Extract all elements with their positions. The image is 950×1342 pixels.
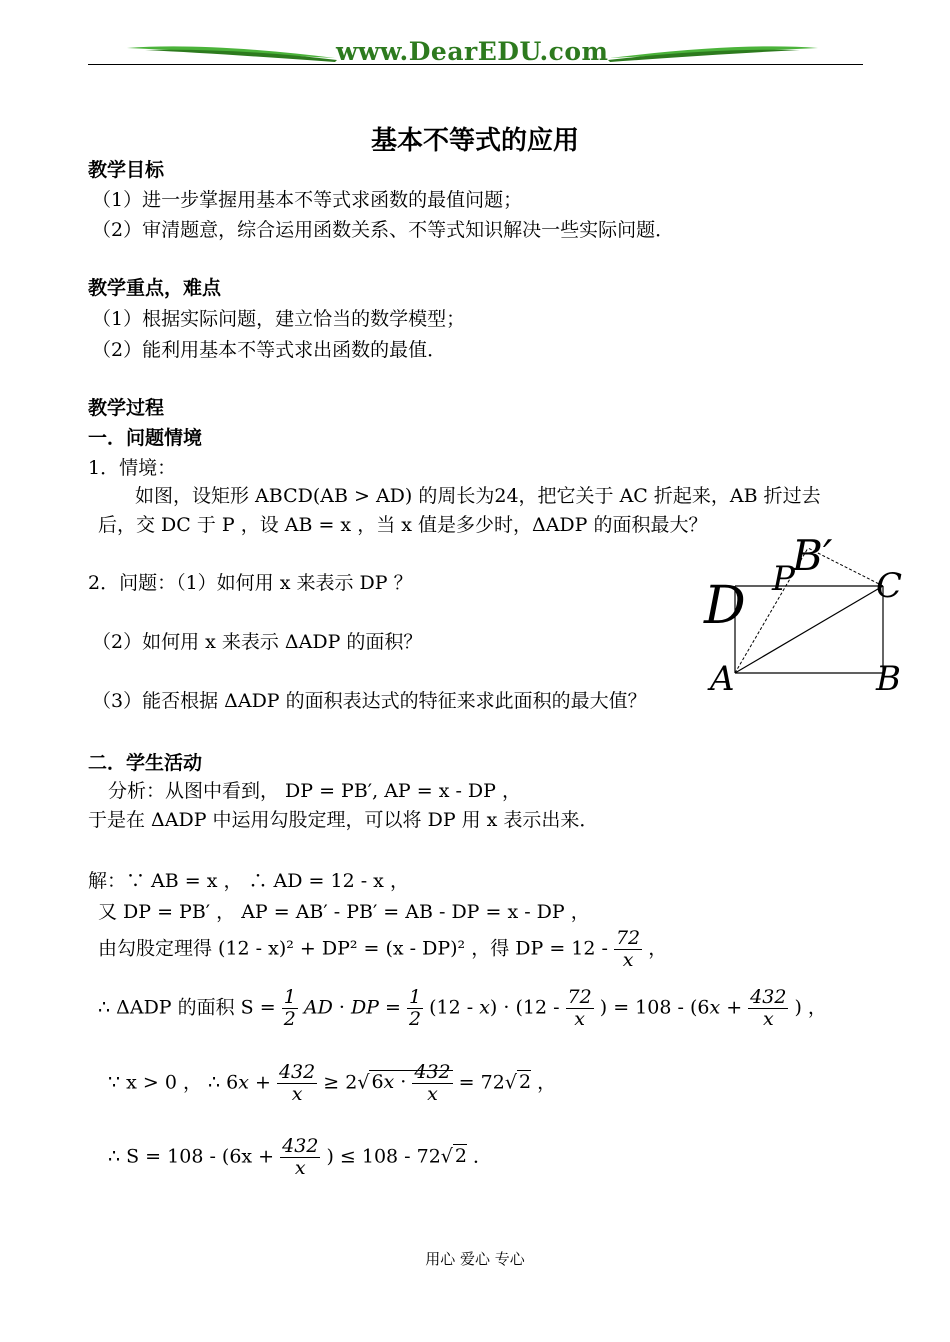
page-footer: 用心 爱心 专心 <box>425 1250 525 1268</box>
solution-line-final: ∴ S = 108 - (6x + $\frac{432}{x}$ ) ≤ 108 - 72√ 2 ． <box>108 1135 493 1179</box>
situation-line: 如图，设矩形 ABCD(AB > AD) 的周长为24，把它关于 AC 折起来，AB 折过去 <box>135 485 821 507</box>
fraction-half: $\frac{1}{2}$ <box>283 986 296 1030</box>
label-b: B <box>876 659 901 695</box>
goals-heading: 教学目标 <box>88 159 165 181</box>
analysis-line: 分析：从图中看到， DP = PB′, AP = x - DP ， <box>108 780 521 802</box>
label-a: A <box>710 659 735 695</box>
process-heading: 教学过程 <box>88 397 165 419</box>
area-text: ∴ ΔADP 的面积 S = <box>98 996 276 1019</box>
question-3: （3）能否根据 ΔADP 的面积表达式的特征来求此面积的最大值？ <box>92 690 647 712</box>
fraction-432-over-x: $\frac{432}{x}$ <box>414 1061 451 1105</box>
solution-line: 解：∵ AB = x ， ∴ AD = 12 - x ， <box>88 870 409 892</box>
fraction-432-over-x: $\frac{432}{x}$ <box>278 1061 316 1105</box>
situation-line: 后，交 DC 于 P ，设 AB = x ，当 x 值是多少时，ΔADP 的面积最大？ <box>98 514 708 536</box>
fraction-72-over-x: $\frac{72}{x}$ <box>567 986 592 1030</box>
fraction-432-over-x: $\frac{432}{x}$ <box>282 1135 319 1179</box>
solution-line-inequality: ∵ x > 0 ， ∴ 6x + $\frac{432}{x}$ ≥ 2√ 6x · $\frac{432}{x}$ = 72√ 2 ， <box>108 1061 557 1105</box>
page-title: 基本不等式的应用 <box>370 126 579 156</box>
question-1: 2．问题：（1）如何用 x 来表示 DP ？ <box>88 572 413 594</box>
solution-line-area: ∴ ΔADP 的面积 S = $\frac{1}{2}$ AD · DP = $\frac{1}{2}$ (12 - x) · (12 - $\frac{72}{x}$ ) = 108 - (6x + $\frac{432}{x}$ ) ， <box>98 986 827 1030</box>
part2-heading: 二．学生活动 <box>88 752 203 774</box>
label-c: C <box>876 566 903 606</box>
goal-item: （1）进一步掌握用基本不等式求函数的最值问题； <box>92 189 523 211</box>
goal-item: （2）审清题意，综合运用函数关系、不等式知识解决一些实际问题． <box>92 219 675 241</box>
label-b-prime: B′ <box>792 531 833 580</box>
situation-label: 1．情境： <box>88 457 177 479</box>
analysis-line: 于是在 ΔADP 中运用勾股定理，可以将 DP 用 x 表示出来． <box>88 809 599 831</box>
solution-line-pythagoras: 由勾股定理得 (12 - x)² + DP² = (x - DP)² ，得 DP = 12 - $\frac{72}{x}$ ， <box>98 927 668 971</box>
site-logo: www.DearEDU.com <box>336 37 609 66</box>
final-text: ∴ S = 108 - (6x + <box>108 1145 275 1168</box>
label-d: D <box>704 576 746 636</box>
keypoints-heading: 教学重点，难点 <box>88 277 222 299</box>
keypoint-item: （2）能利用基本不等式求出函数的最值． <box>92 339 447 361</box>
keypoint-item: （1）根据实际问题，建立恰当的数学模型； <box>92 308 466 330</box>
label-p: P <box>772 559 795 599</box>
fraction-72-over-x: $\frac{72}{x}$ <box>615 927 641 971</box>
part1-heading: 一．问题情境 <box>88 427 203 449</box>
fraction-432-over-x: $\frac{432}{x}$ <box>750 986 787 1030</box>
solution-line: 又 DP = PB′ ， AP = AB′ - PB′ = AB - DP = x - DP ， <box>98 901 590 923</box>
question-2: （2）如何用 x 来表示 ΔADP 的面积？ <box>92 631 423 653</box>
fraction-half: $\frac{1}{2}$ <box>408 986 422 1030</box>
header-rule <box>88 64 863 65</box>
inequality-text: ∵ x > 0 ， ∴ <box>108 1071 221 1094</box>
fold-rectangle-figure <box>700 520 915 695</box>
diagonal-ac <box>735 586 883 673</box>
pythagoras-text: 由勾股定理得 (12 - x)² + DP² = (x - DP)² ，得 DP = 12 - <box>98 937 608 960</box>
